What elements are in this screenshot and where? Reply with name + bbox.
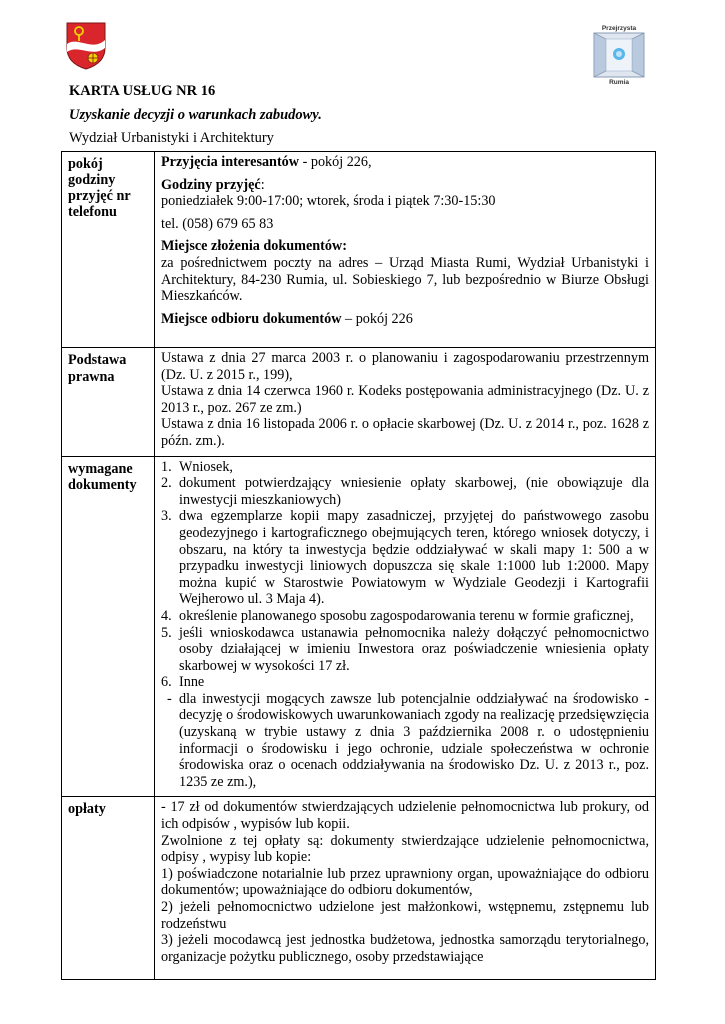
list-item-text: dwa egzemplarze kopii mapy zasadniczej, przyjętej do państwowego zasobu geodezyjnego i kartograficznego obejmujących teren, którego wniosek dotyczy, i obszaru, na który ta inwestycja będzie oddziaływać w skali mapy 1: 500 a w przypadku inwestycji liniowych dopuszcza się skale 1:1000 lub 1:2000. Mapy można kupić w Starostwie Powiatowym w Wydziale Geodezji i Kartografii Wejherowo ul. 3 Maja 4). xyxy=(179,508,649,608)
content-fees xyxy=(155,797,656,980)
sub-dash: - xyxy=(167,690,172,707)
label-fees-text: opłaty xyxy=(68,801,106,818)
service-card-table xyxy=(61,151,656,980)
row-fees xyxy=(62,797,656,980)
hours-heading xyxy=(161,177,649,194)
legal-act-3: Ustawa z dnia 16 listopada 2006 r. o opłacie skarbowej (Dz. U. z 2014 r., poz. 1628 z późn. zm.). xyxy=(161,416,649,449)
label-required-documents-text: wymagane dokumenty xyxy=(68,460,137,494)
fee-line-3: 1) poświadczone notarialnie lub przez uprawniony organ, upoważniające do odbioru dokumentów; upoważniające do odbioru dokumentów, xyxy=(161,865,649,899)
phone-number: tel. (058) 679 65 83 xyxy=(161,215,274,232)
content-contact xyxy=(155,152,656,348)
list-item-text: określenie planowanego sposobu zagospodarowania terenu w formie graficznej, xyxy=(179,607,634,624)
label-legal-basis xyxy=(62,348,155,457)
label-fees xyxy=(62,797,155,980)
row-legal-basis xyxy=(62,348,656,457)
list-item-number: 6. xyxy=(161,674,172,691)
list-item xyxy=(161,607,649,625)
department-name: Wydział Urbanistyki i Architektury xyxy=(69,130,274,146)
label-contact-text: pokój godziny przyjęć nr telefonu xyxy=(68,156,131,220)
row-required-documents xyxy=(62,456,656,797)
hours-label: Godziny przyjęć xyxy=(161,176,261,193)
list-item xyxy=(161,624,649,675)
badge-text-bottom: Rumia xyxy=(609,79,629,86)
legal-act-1: Ustawa z dnia 27 marca 2003 r. o planowaniu i zagospodarowaniu przestrzennym (Dz. U. z 2015 r., 199), xyxy=(161,350,649,383)
hours-colon: : xyxy=(260,176,265,193)
reception-line xyxy=(161,154,649,171)
environment-decision-text: dla inwestycji mogących zawsze lub potencjalnie oddziaływać na środowisko - decyzję o środowiskowych uwarunkowaniach zgody na realizację przedsięwzięcia (uzyskaną w trybie ustawy z dnia 3 października 2008 r. o udostępnieniu informacji o środowisku i jego ochronie, udziale społeczeństwa w ochronie środowiska oraz o ocenach oddziaływania na środowisko Dz. U. z 2013 r., poz. 1235 ze zm.), xyxy=(179,690,649,790)
submit-value: za pośrednictwem poczty na adres – Urząd Miasta Rumi, Wydział Urbanistyki i Architektury, 84-230 Rumia, ul. Sobieskiego 7, lub bezpośrednio w Biurze Obsługi Mieszkańców. xyxy=(161,254,649,305)
reception-label: Przyjęcia interesantów xyxy=(161,154,300,170)
badge-text-top: Przejrzysta xyxy=(601,25,637,32)
label-contact xyxy=(62,152,155,348)
card-subtitle: Uzyskanie decyzji o warunkach zabudowy. xyxy=(69,107,322,123)
card-title: KARTA USŁUG NR 16 xyxy=(69,83,216,99)
list-item-number: 3. xyxy=(161,508,172,525)
submit-label: Miejsce złożenia dokumentów: xyxy=(161,238,347,255)
content-required-documents xyxy=(155,456,656,797)
legal-act-2: Ustawa z dnia 14 czerwca 1960 r. Kodeks postępowania administracyjnego (Dz. U. z 2013 r., poz. 267 ze zm.) xyxy=(161,383,649,416)
content-legal-basis xyxy=(155,348,656,457)
list-item-text: jeśli wnioskodawca ustanawia pełnomocnika należy dołączyć pełnomocnictwo osoby działającej w imieniu Inwestora oraz poświadczenie wniesienia opłaty skarbowej w wysokości 17 zł. xyxy=(179,624,649,674)
environment-decision xyxy=(161,691,649,791)
pickup-label: Miejsce odbioru dokumentów xyxy=(161,310,342,327)
reception-value: - pokój 226, xyxy=(299,154,372,170)
list-item-text: Wniosek, xyxy=(179,458,233,475)
list-item xyxy=(161,508,649,608)
list-item-number: 1. xyxy=(161,458,172,475)
list-item xyxy=(161,674,649,691)
hours-value: poniedziałek 9:00-17:00; wtorek, środa i piątek 7:30-15:30 xyxy=(161,193,496,210)
list-item-number: 4. xyxy=(161,607,172,624)
list-item-text: dokument potwierdzający wniesienie opłaty skarbowej, (nie obowiązuje dla inwestycji mieszkaniowych) xyxy=(179,475,649,508)
rumia-coat-of-arms xyxy=(66,22,106,70)
fee-line-4: 2) jeżeli pełnomocnictwo udzielone jest małżonkowi, wstępnemu, zstępnemu lub rodzeństwu xyxy=(161,899,649,932)
documents-list xyxy=(161,459,649,691)
list-item xyxy=(161,475,649,508)
pickup-line xyxy=(161,311,649,328)
fee-line-1: - 17 zł od dokumentów stwierdzających udzielenie pełnomocnictwa lub prokury, od ich odpisów , wypisów lub kopii. xyxy=(161,799,649,833)
fee-line-2: Zwolnione z tej opłaty są: dokumenty stwierdzające udzielenie pełnomocnictwa, odpisy , wypisy lub kopie: xyxy=(161,832,649,866)
row-contact xyxy=(62,152,656,348)
pickup-value: – pokój 226 xyxy=(341,310,413,327)
label-required-documents xyxy=(62,456,155,797)
label-legal-basis-text: Podstawa prawna xyxy=(68,352,127,385)
list-item-number: 2. xyxy=(161,475,172,492)
list-item-text: Inne xyxy=(179,674,205,691)
list-item-number: 5. xyxy=(161,624,172,641)
fee-line-5: 3) jeżeli mocodawcą jest jednostka budżetowa, jednostka samorządu terytorialnego, organizacje pożytku publicznego, osoby przedstawiające xyxy=(161,932,649,965)
przejrzysta-rumia-badge xyxy=(584,23,654,87)
list-item xyxy=(161,458,649,476)
